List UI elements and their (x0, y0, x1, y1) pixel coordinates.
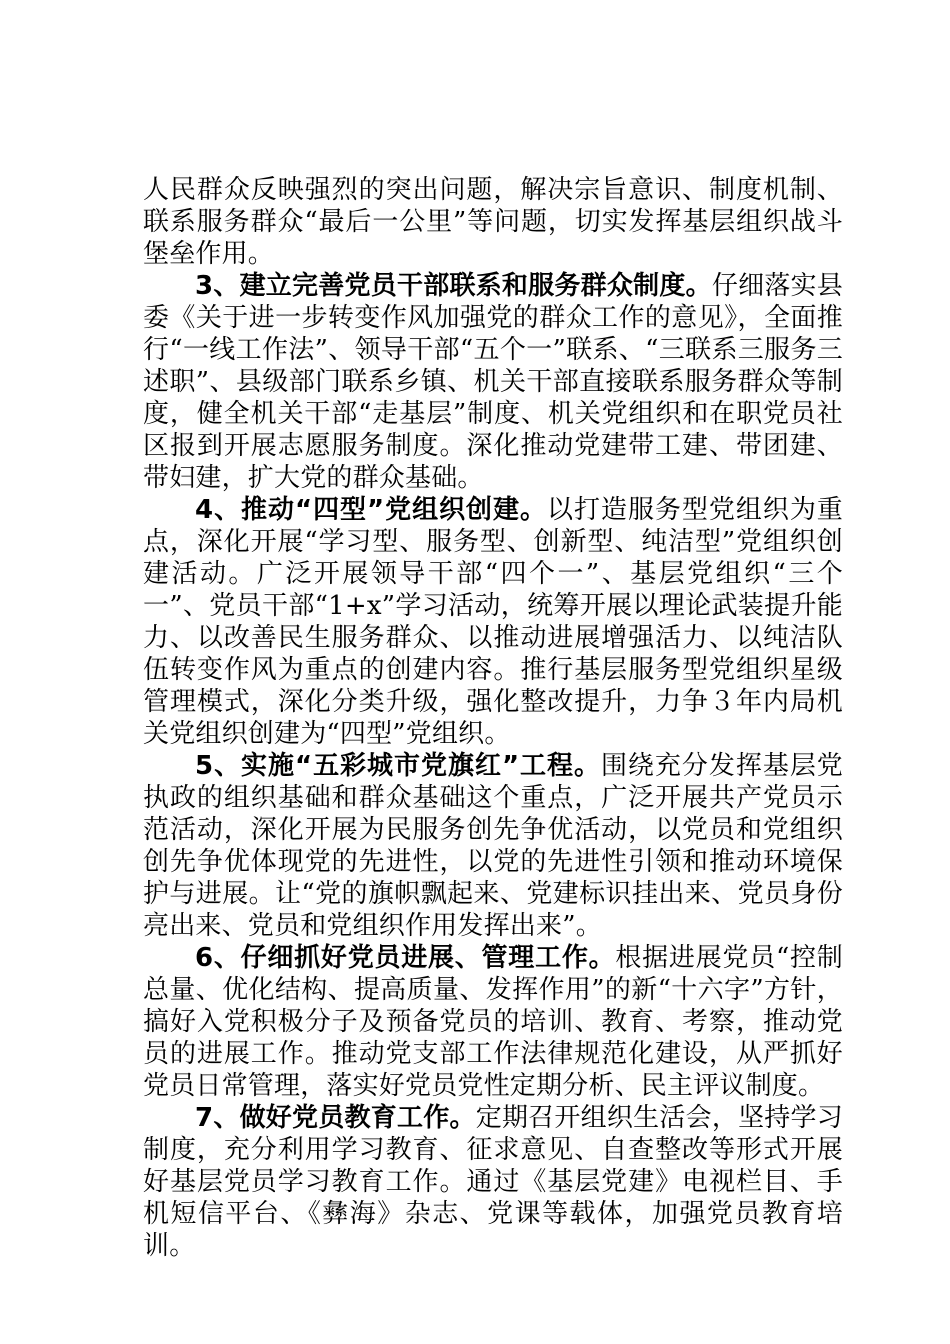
paragraph-heading: 5、实施“五彩城市党旗红”工程。 (195, 751, 601, 781)
paragraph-heading: 3、建立完善党员干部联系和服务群众制度。 (195, 271, 712, 301)
paragraph-body: 定期召开组织生活会，坚持学习制度，充分利用学习教育、征求意见、自查整改等形式开展好基层党员学习教育工作。通过《基层党建》电视栏目、手机短信平台、《彝海》杂志、党课等载体，加强党员教育培训。 (143, 1103, 843, 1261)
paragraph-body: 以打造服务型党组织为重点，深化开展“学习型、服务型、创新型、纯洁型”党组织创建活动。广泛开展领导干部“四个一”、基层党组织“三个一”、党员干部“1+x”学习活动，统筹开展以理论武装提升能力、以改善民生服务群众、以推动进展增强活力、以纯洁队伍转变作风为重点的创建内容。推行基层服务型党组织星级管理模式，深化分类升级，强化整改提升，力争３年内局机关党组织创建为“四型”党组织。 (143, 495, 843, 749)
paragraph-heading: 4、推动“四型”党组织创建。 (195, 495, 547, 525)
paragraph-item-3 (143, 270, 843, 494)
paragraph-body: 仔细落实县委《关于进一步转变作风加强党的群众工作的意见》，全面推行“一线工作法”、领导干部“五个一”联系、“三联系三服务三述职”、县级部门联系乡镇、机关干部直接联系服务群众等制度，健全机关干部“走基层”制度、机关党组织和在职党员社区报到开展志愿服务制度。深化推动党建带工建、带团建、带妇建，扩大党的群众基础。 (143, 271, 843, 493)
paragraph-body: 围绕充分发挥基层党执政的组织基础和群众基础这个重点，广泛开展共产党员示范活动，深化开展为民服务创先争优活动，以党员和党组织创先争优体现党的先进性，以党的先进性引领和推动环境保护与进展。让“党的旗帜飘起来、党建标识挂出来、党员身份亮出来、党员和党组织作用发挥出来”。 (143, 751, 843, 941)
paragraph-item-7 (143, 1102, 843, 1262)
paragraph-body: 根据进展党员“控制总量、优化结构、提高质量、发挥作用”的新“十六字”方针，搞好入党积极分子及预备党员的培训、教育、考察，推动党员的进展工作。推动党支部工作法律规范化建设，从严抓好党员日常管理，落实好党员党性定期分析、民主评议制度。 (143, 943, 844, 1101)
paragraph-heading: 7、做好党员教育工作。 (195, 1103, 476, 1133)
paragraph-item-5 (143, 750, 843, 942)
document-page (143, 174, 843, 1262)
paragraph-continuation (143, 174, 843, 270)
paragraph-heading: 6、仔细抓好党员进展、管理工作。 (195, 943, 616, 973)
paragraph-item-6 (143, 942, 843, 1102)
paragraph-item-4 (143, 494, 843, 750)
paragraph-body: 人民群众反映强烈的突出问题，解决宗旨意识、制度机制、联系服务群众“最后一公里”等问题，切实发挥基层组织战斗堡垒作用。 (143, 175, 843, 269)
